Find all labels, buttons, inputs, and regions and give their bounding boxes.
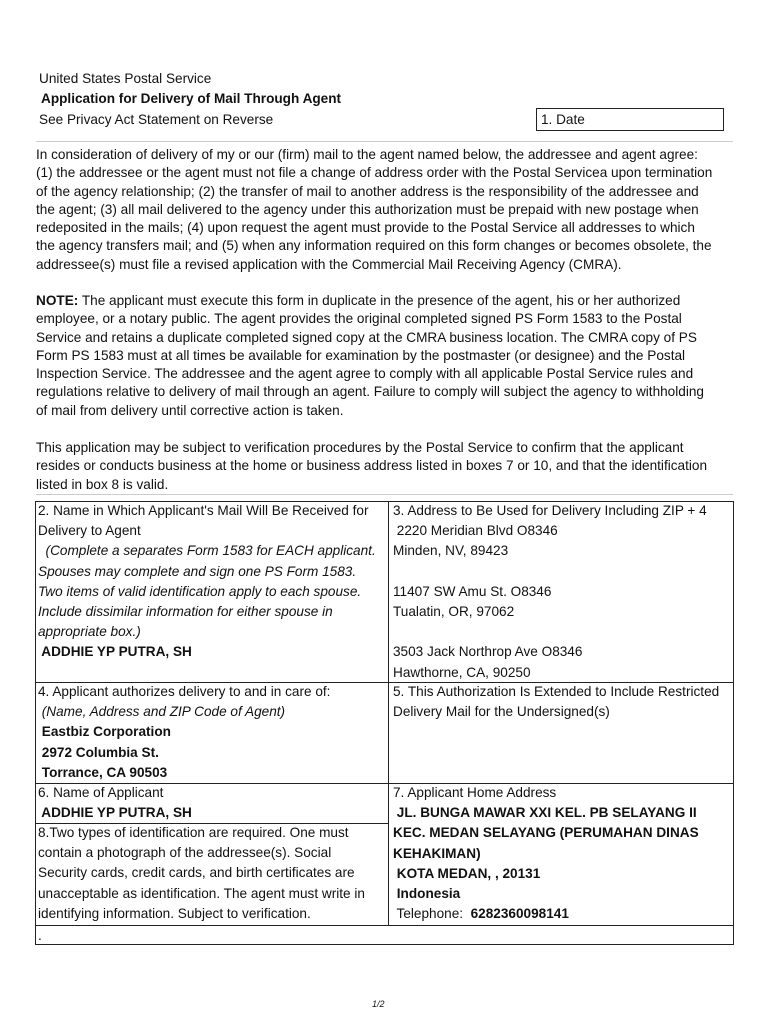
box2-label: Delivery to Agent <box>38 523 141 539</box>
box2-applicant-mail-name[interactable] <box>38 501 386 663</box>
bottom-row-text: . <box>38 928 42 943</box>
note-line: employee, or a notary public. The agent provides the original completed signed PS Form 1583 to the Postal <box>36 311 682 327</box>
verification-paragraph <box>36 439 707 494</box>
note-paragraph <box>36 292 704 420</box>
box5-label: 5. This Authorization Is Extended to Include Restricted <box>393 684 720 699</box>
box3-address-line: Tualatin, OR, 97062 <box>393 604 515 619</box>
box2-instruction: (Complete a separates Form 1583 for EACH applicant. <box>38 543 376 559</box>
box8-label: Security cards, credit cards, and birth certificates are <box>38 865 355 881</box>
box2-instruction: appropriate box.) <box>38 624 141 640</box>
box8-label: unacceptable as identification. The agent must write in <box>38 885 365 901</box>
page-number: 1/2 <box>372 999 385 1009</box>
box3-label: 3. Address to Be Used for Delivery Including ZIP + 4 <box>393 503 707 518</box>
box7-address-line: KEHAKIMAN) <box>393 845 481 861</box>
intro-line: of the agency relationship; (2) the transfer of mail to another address is the responsibility of the addressee and <box>36 183 699 199</box>
verification-line: This application may be subject to verification procedures by the Postal Service to confirm that the applicant <box>36 440 684 455</box>
box6-label: 6. Name of Applicant <box>38 785 164 800</box>
intro-line: redeposited in the mails; (4) upon request the agent must provide to the Postal Service all addresses to which <box>36 220 695 236</box>
box8-label: 8.Two types of identification are required. One must <box>38 825 349 840</box>
intro-line: addressee(s) must file a revised application with the Commercial Mail Receiving Agency (CMRA). <box>36 256 622 272</box>
note-line: Form PS 1583 must at all times be available for examination by the postmaster (or designee) and the Postal <box>36 347 686 363</box>
note-label: NOTE: <box>36 293 79 308</box>
verification-line: resides or conducts business at the home or business address listed in boxes 7 or 10, and that the identification <box>36 458 708 474</box>
box3-address-line: 11407 SW Amu St. O8346 <box>393 583 552 599</box>
box2-instruction: Spouses may complete and sign one PS Form 1583. <box>38 563 357 579</box>
box4-label: 4. Applicant authorizes delivery to and in care of: <box>38 684 331 699</box>
box2-instruction: Two items of valid identification apply to each spouse. <box>38 583 362 599</box>
note-line: regulations relative to delivery of mail through an agent. Failure to comply will subject the agency to withholding <box>36 384 704 400</box>
telephone-value: 6282360098141 <box>470 906 569 922</box>
intro-line: (1) the addressee or the agent must not file a change of address order with the Postal Servicea upon termination <box>36 165 713 181</box>
box3-address-line: Minden, NV, 89423 <box>393 543 509 559</box>
table-top-divider <box>36 494 733 495</box>
box4-agent-care-of[interactable] <box>38 682 386 783</box>
box2-instruction: Include dissimilar information for either spouse in <box>38 604 333 620</box>
telephone-label: Telephone: <box>393 906 464 922</box>
box7-telephone <box>393 904 731 924</box>
box8-label: identifying information. Subject to verification. <box>38 905 311 921</box>
row-divider <box>35 925 734 926</box>
intro-line: the agency transfers mail; and (5) when any information required on this form changes or becomes obsolete, the <box>36 238 712 254</box>
box7-home-address[interactable] <box>393 783 731 924</box>
box4-agent-line: Torrance, CA 90503 <box>38 764 168 780</box>
box5-label: Delivery Mail for the Undersigned(s) <box>393 704 610 720</box>
box4-instruction: (Name, Address and ZIP Code of Agent) <box>38 704 286 720</box>
note-line: The applicant must execute this form in duplicate in the presence of the agent, his or her authorized <box>78 293 681 308</box>
date-label: 1. Date <box>541 112 585 127</box>
form-title: Application for Delivery of Mail Through Agent <box>41 91 342 106</box>
box4-agent-line: 2972 Columbia St. <box>38 744 159 760</box>
box3-address-line: Hawthorne, CA, 90250 <box>393 664 531 680</box>
box8-label: contain a photograph of the addressee(s). Social <box>38 845 332 861</box>
box7-address-line: Indonesia <box>393 886 461 902</box>
date-field[interactable] <box>536 108 724 131</box>
box6-value: ADDHIE YP PUTRA, SH <box>38 805 192 821</box>
box3-address-line <box>393 622 731 642</box>
privacy-note: See Privacy Act Statement on Reverse <box>39 112 274 127</box>
box2-applicant-name: ADDHIE YP PUTRA, SH <box>38 644 192 660</box>
header-divider <box>36 141 733 142</box>
box6-applicant-name[interactable] <box>38 783 386 823</box>
note-line: Service and retains a duplicate completed signed copy at the CMRA business location. The CMRA copy of PS <box>36 329 697 345</box>
box3-address-line: 3503 Jack Northrop Ave O8346 <box>393 644 583 660</box>
box5-restricted-delivery[interactable] <box>393 682 731 722</box>
box7-label: 7. Applicant Home Address <box>393 785 557 800</box>
column-divider <box>388 501 389 926</box>
box7-address-line: KOTA MEDAN, , 20131 <box>393 865 541 881</box>
intro-line: the agent; (3) all mail delivered to the agency under this authorization must be prepaid with new postage when <box>36 201 699 217</box>
box3-address-line: 2220 Meridian Blvd O8346 <box>393 523 558 539</box>
verification-line: listed in box 8 is valid. <box>36 476 169 492</box>
note-line: Inspection Service. The addressee and the agent agree to comply with all applicable Postal Service rules and <box>36 366 694 382</box>
box4-agent-line: Eastbiz Corporation <box>38 724 171 740</box>
agency-name: United States Postal Service <box>39 71 212 86</box>
box7-address-line: JL. BUNGA MAWAR XXI KEL. PB SELAYANG II <box>393 805 697 821</box>
intro-paragraph <box>36 146 712 274</box>
intro-line: In consideration of delivery of my or our (firm) mail to the agent named below, the addressee and agent agree: <box>36 147 698 162</box>
box3-address-line <box>393 562 731 582</box>
box2-label: 2. Name in Which Applicant's Mail Will Be Received for <box>38 503 369 518</box>
box8-identification[interactable] <box>38 823 386 924</box>
box7-address-line: KEC. MEDAN SELAYANG (PERUMAHAN DINAS <box>393 825 699 841</box>
note-line: of mail from delivery until corrective action is taken. <box>36 402 344 418</box>
box3-delivery-address[interactable] <box>393 501 731 683</box>
